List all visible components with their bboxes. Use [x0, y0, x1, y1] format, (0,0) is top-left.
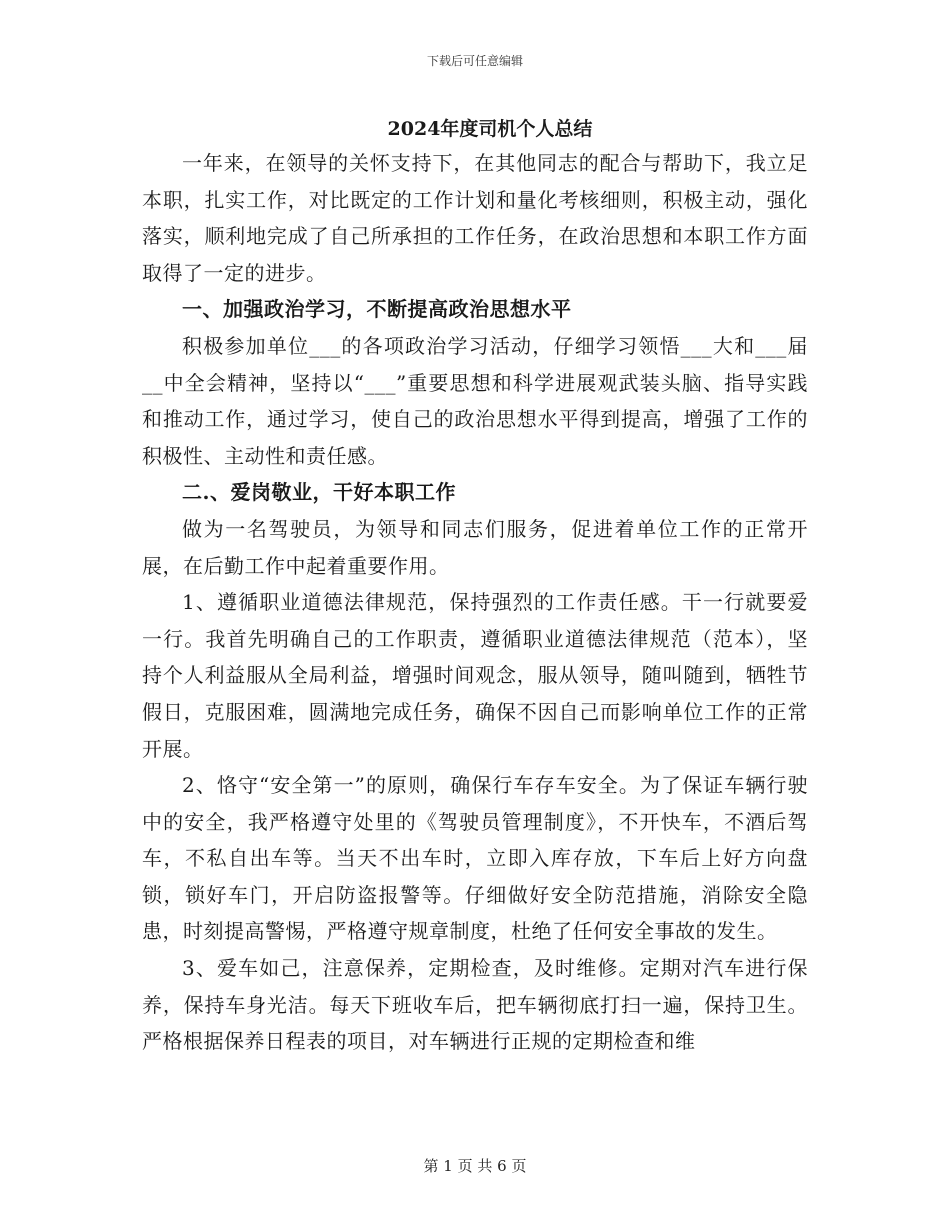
- section2-item3-paragraph: 3、爱车如己，注意保养，定期检查，及时维修。定期对汽车进行保养，保持车身光洁。每天下班收车后，把车辆彻底打扫一遍，保持卫生。严格根据保养日程表的项目，对车辆进行正规的定期检查和维: [142, 956, 808, 1054]
- section1-heading: 一、加强政治学习，不断提高政治思想水平: [182, 297, 572, 322]
- section1-paragraph: 积极参加单位___的各项政治学习活动，仔细学习领悟___大和___届__中全会精神，坚持以“___”重要思想和科学进展观武装头脑、指导实践和推动工作，通过学习，使自己的政治思想水平得到提高，增强了工作的积极性、主动性和责任感。: [142, 333, 808, 468]
- intro-paragraph: 一年来，在领导的关怀支持下，在其他同志的配合与帮助下，我立足本职，扎实工作，对比既定的工作计划和量化考核细则，积极主动，强化落实，顺利地完成了自己所承担的工作任务，在政治思想和本职工作方面取得了一定的进步。: [142, 151, 808, 285]
- section2-intro-paragraph: 做为一名驾驶员，为领导和同志们服务，促进着单位工作的正常开展，在后勤工作中起着重要作用。: [142, 516, 808, 578]
- page-footer: 第 1 页 共 6 页: [423, 1157, 527, 1175]
- section2-item1-paragraph: 1、遵循职业道德法律规范，保持强烈的工作责任感。干一行就要爱一行。我首先明确自己的工作职责，遵循职业道德法律规范（范本），坚持个人利益服从全局利益，增强时间观念，服从领导，随叫随到，牺牲节假日，克服困难，圆满地完成任务，确保不因自己而影响单位工作的正常开展。: [142, 590, 808, 761]
- document-body: [142, 113, 808, 1060]
- document-title: 2024年度司机个人总结: [387, 118, 593, 140]
- header-note: 下载后可任意编辑: [426, 54, 523, 68]
- section2-heading: 二.、爱岗敬业，干好本职工作: [182, 480, 456, 505]
- section2-item2-paragraph: 2、恪守“安全第一”的原则，确保行车存车安全。为了保证车辆行驶中的安全，我严格遵守处里的《驾驶员管理制度》，不开快车，不酒后驾车，不私自出车等。当天不出车时，立即入库存放，下车后上好方向盘锁，锁好车门，开启防盗报警等。仔细做好安全防范措施，消除安全隐患，时刻提高警惕，严格遵守规章制度，杜绝了任何安全事故的发生。: [142, 773, 808, 944]
